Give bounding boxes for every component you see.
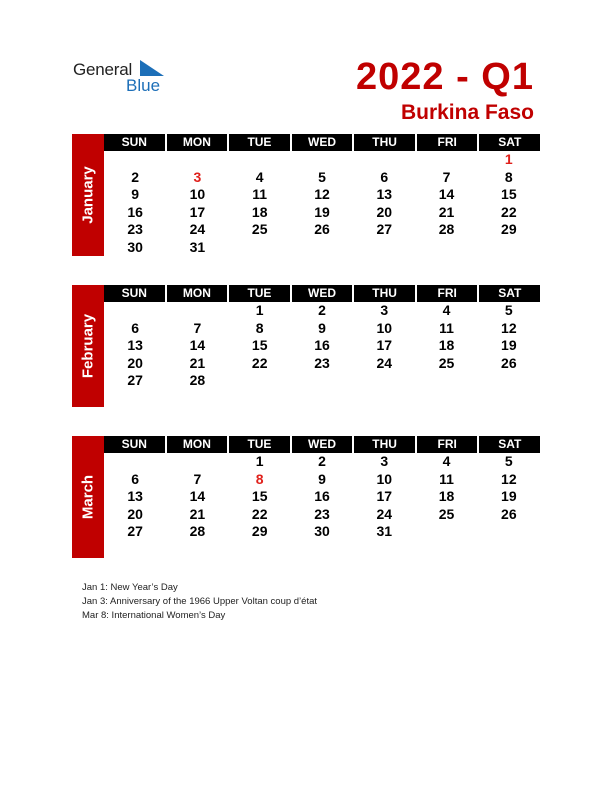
day-cell: 10 [376,470,393,487]
week-row [104,302,540,320]
day-cell [229,239,291,257]
day-cell [229,151,291,169]
day-cell: 19 [501,337,517,353]
day-cell: 21 [438,203,455,220]
day-cell: 26 [314,221,330,237]
day-cell: 25 [438,354,455,371]
day-cell: 18 [438,337,455,353]
week-row [104,488,540,506]
weekday-header-row [104,285,540,302]
day-cell [291,239,353,257]
day-cell: 15 [501,186,517,202]
day-cell: 5 [318,168,326,185]
weekday-header: SUN [104,134,165,151]
week-row [104,221,540,239]
day-cell: 21 [189,505,206,522]
day-cell: 22 [251,505,268,522]
weekday-header: SUN [104,285,165,302]
week-row [104,506,540,524]
holiday-note: Jan 3: Anniversary of the 1966 Upper Voltan coup d’état [82,596,318,607]
day-cell: 23 [127,221,143,237]
day-cell: 7 [193,319,202,336]
day-cell: 13 [376,186,393,202]
day-cell: 29 [251,523,268,539]
day-cell: 14 [438,186,455,202]
day-cell: 18 [251,203,268,220]
day-cell: 13 [127,337,143,353]
day-cell [104,151,166,169]
day-cell: 3 [193,168,202,185]
day-cell: 25 [438,505,455,522]
week-row [104,204,540,222]
day-cell: 4 [442,302,451,318]
day-cell [166,302,228,320]
day-cell: 2 [318,453,326,469]
weekday-header: SAT [479,134,540,151]
day-cell: 27 [376,221,393,237]
weekday-header: MON [167,134,228,151]
day-cell [353,151,415,169]
weekday-header: WED [292,285,353,302]
week-row [104,239,540,257]
weekday-header: TUE [229,134,290,151]
weekday-header: TUE [229,285,290,302]
weekday-header: MON [167,436,228,453]
weekday-header: WED [292,134,353,151]
month-block-january [72,134,540,256]
day-cell [478,372,540,390]
day-cell: 5 [504,453,513,469]
day-cell: 11 [439,470,454,487]
day-cell: 1 [255,453,264,469]
day-cell: 22 [501,203,517,220]
day-cell: 24 [376,354,393,371]
day-cell: 15 [251,488,268,504]
day-cell: 8 [255,470,264,487]
day-cell: 26 [501,354,517,371]
month-block-february [72,285,540,407]
page-title: 2022 - Q1 [356,56,534,98]
week-row [104,523,540,541]
weekday-header: THU [354,285,415,302]
weekday-header: FRI [417,285,478,302]
day-cell: 14 [189,488,206,504]
month-grid [104,134,540,256]
day-cell [478,239,540,257]
day-cell [229,372,291,390]
day-cell: 18 [438,488,455,504]
week-row [104,372,540,390]
day-cell: 29 [501,221,517,237]
day-cell: 12 [501,319,517,336]
day-cell: 17 [376,337,393,353]
day-cell: 10 [376,319,393,336]
week-row [104,337,540,355]
day-cell: 17 [189,203,206,220]
day-cell: 8 [504,168,513,185]
holiday-notes [82,581,317,623]
day-cell: 20 [127,505,143,522]
weekday-header: THU [354,436,415,453]
day-cell: 3 [380,302,389,318]
week-row [104,320,540,338]
day-cell: 16 [314,337,330,353]
week-row [104,471,540,489]
weekday-header-row [104,436,540,453]
week-row [104,453,540,471]
day-cell: 30 [127,238,143,255]
holiday-note: Jan 1: New Year’s Day [82,582,178,593]
logo-flag-icon [140,60,164,76]
month-block-march [72,436,540,558]
day-cell [415,239,477,257]
day-cell: 7 [193,470,202,487]
day-cell: 28 [189,372,206,388]
day-cell: 31 [376,523,393,539]
month-grid [104,436,540,541]
weekday-header: TUE [229,436,290,453]
month-name: March [79,474,97,520]
day-cell: 4 [442,453,451,469]
day-cell [415,372,477,390]
day-cell: 24 [376,505,393,522]
weekday-header: WED [292,436,353,453]
day-cell: 24 [189,221,206,237]
day-cell: 6 [131,470,140,487]
day-cell: 26 [501,505,517,522]
country-name: Burkina Faso [400,101,534,124]
day-cell: 7 [442,168,451,185]
day-cell: 23 [314,354,330,371]
day-cell [478,523,540,541]
day-cell: 22 [251,354,268,371]
day-cell [166,453,228,471]
day-cell [291,151,353,169]
day-cell: 19 [501,488,517,504]
logo [73,58,173,98]
weekday-header: SAT [479,285,540,302]
day-cell: 27 [127,372,143,388]
day-cell: 2 [131,168,140,185]
day-cell: 1 [504,151,513,167]
day-cell: 20 [127,354,143,371]
month-grid [104,285,540,390]
week-row [104,186,540,204]
weekday-header: FRI [417,436,478,453]
month-name: January [79,166,97,224]
day-cell: 9 [318,319,326,336]
month-name: February [79,313,97,379]
day-cell: 13 [127,488,143,504]
day-cell: 19 [314,203,330,220]
weekday-header: SUN [104,436,165,453]
day-cell [104,302,166,320]
week-row [104,169,540,187]
day-cell [415,151,477,169]
day-cell: 17 [376,488,393,504]
day-cell: 27 [127,523,143,539]
month-label-tab [72,436,104,558]
day-cell: 6 [131,319,140,336]
logo-text-blue: Blue [126,76,161,95]
day-cell: 16 [127,203,143,220]
weekday-header: MON [167,285,228,302]
day-cell: 21 [189,354,206,371]
day-cell: 2 [318,302,326,318]
day-cell: 11 [252,186,268,202]
day-cell: 12 [501,470,517,487]
day-cell: 28 [438,221,455,237]
day-cell: 6 [380,168,389,185]
week-row [104,151,540,169]
day-cell: 1 [255,302,264,318]
month-label-tab [72,285,104,407]
day-cell: 3 [380,453,389,469]
day-cell [353,372,415,390]
day-cell: 20 [376,203,393,220]
day-cell: 15 [251,337,268,353]
day-cell [291,372,353,390]
day-cell: 11 [439,319,454,336]
month-label-tab [72,134,104,256]
day-cell: 9 [318,470,326,487]
day-cell: 31 [189,238,206,255]
day-cell [104,453,166,471]
day-cell: 10 [189,186,206,202]
weekday-header: SAT [479,436,540,453]
day-cell: 23 [314,505,330,522]
day-cell [353,239,415,257]
day-cell: 28 [189,523,206,539]
day-cell: 25 [251,221,268,237]
day-cell: 12 [314,186,330,202]
day-cell: 9 [131,186,140,202]
holiday-note: Mar 8: International Women’s Day [82,610,226,621]
weekday-header-row [104,134,540,151]
day-cell: 14 [189,337,206,353]
day-cell: 30 [314,523,330,539]
day-cell: 8 [255,319,264,336]
day-cell [166,151,228,169]
weekday-header: THU [354,134,415,151]
logo-text-general: General [73,60,133,79]
day-cell: 4 [255,168,264,185]
day-cell: 5 [504,302,513,318]
week-row [104,355,540,373]
day-cell: 16 [314,488,330,504]
weekday-header: FRI [417,134,478,151]
day-cell [415,523,477,541]
